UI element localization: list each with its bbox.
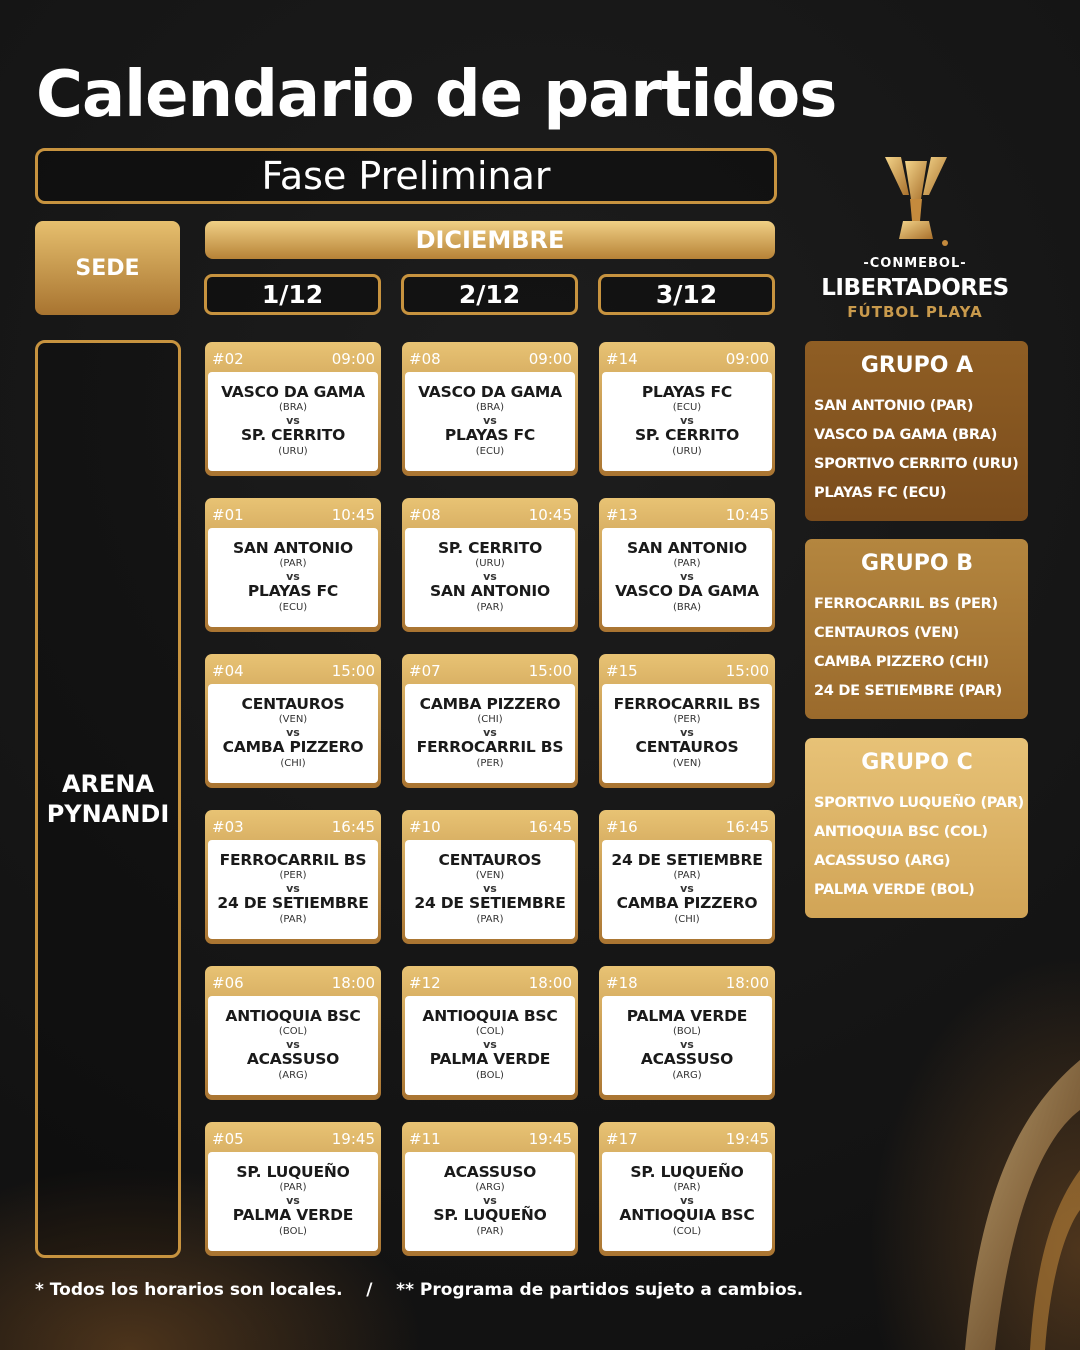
conmebol-text: -CONMEBOL- [863, 256, 967, 271]
match-body [602, 372, 772, 471]
away-team: ACASSUSO [246, 1050, 340, 1068]
match-time: 15:00 [725, 661, 769, 680]
away-team: 24 DE SETIEMBRE [217, 894, 369, 912]
match-header [405, 657, 575, 684]
match-body [208, 372, 378, 471]
away-team: CENTAUROS [635, 738, 739, 756]
match-time: 18:00 [725, 973, 769, 992]
home-country: (PER) [673, 714, 701, 725]
match-number: #15 [606, 661, 638, 680]
match-number: #02 [212, 349, 244, 368]
home-team: ANTIOQUIA BSC [422, 1006, 558, 1025]
away-team: PLAYAS FC [444, 426, 536, 444]
match-number: #12 [409, 973, 441, 992]
match-time: 18:00 [331, 973, 375, 992]
vs-label: vs [286, 1038, 300, 1051]
match-card [205, 966, 381, 1100]
match-time: 09:00 [331, 349, 375, 368]
home-team: ANTIOQUIA BSC [225, 1006, 361, 1025]
vs-label: vs [680, 570, 694, 583]
home-team: 24 DE SETIEMBRE [611, 850, 763, 869]
match-header [602, 345, 772, 372]
match-card [599, 342, 775, 476]
home-country: (VEN) [475, 870, 505, 881]
match-number: #08 [409, 505, 441, 524]
match-header [602, 1125, 772, 1152]
away-team: SP. CERRITO [240, 426, 346, 444]
match-time: 19:45 [528, 1129, 572, 1148]
vs-label: vs [483, 570, 497, 583]
match-time: 10:45 [528, 505, 572, 524]
match-time: 16:45 [528, 817, 572, 836]
away-country: (PAR) [279, 913, 307, 925]
match-card [402, 342, 578, 476]
away-country: (CHI) [674, 913, 700, 925]
home-country: (PAR) [673, 1182, 701, 1193]
away-team: SP. LUQUEÑO [433, 1206, 547, 1224]
vs-label: vs [680, 1038, 694, 1051]
match-time: 10:45 [331, 505, 375, 524]
match-number: #03 [212, 817, 244, 836]
away-team: PALMA VERDE [429, 1050, 551, 1068]
venue-line-2: PYNANDI [46, 800, 170, 828]
date-header-1: 1/12 [204, 274, 381, 315]
home-country: (PAR) [279, 1182, 307, 1193]
vs-label: vs [483, 1194, 497, 1207]
match-time: 19:45 [725, 1129, 769, 1148]
match-time: 09:00 [528, 349, 572, 368]
match-header [602, 657, 772, 684]
group-team: SPORTIVO LUQUEÑO (PAR) [814, 795, 1024, 811]
venue-box [35, 340, 181, 1258]
vs-label: vs [483, 1038, 497, 1051]
home-country: (URU) [475, 558, 505, 569]
match-header [602, 813, 772, 840]
away-team: CAMBA PIZZERO [616, 894, 758, 912]
vs-label: vs [286, 726, 300, 739]
match-body [405, 840, 575, 939]
match-header [208, 813, 378, 840]
group-team: SAN ANTONIO (PAR) [814, 398, 974, 414]
group-title: GRUPO B [860, 551, 974, 576]
away-country: (URU) [278, 445, 308, 457]
match-number: #13 [606, 505, 638, 524]
home-team: CENTAUROS [438, 850, 542, 869]
home-country: (COL) [475, 1026, 505, 1037]
home-team: PALMA VERDE [626, 1006, 748, 1025]
match-card [599, 654, 775, 788]
match-number: #14 [606, 349, 638, 368]
home-team: ACASSUSO [443, 1162, 537, 1181]
match-header [405, 501, 575, 528]
away-country: (COL) [672, 1225, 702, 1237]
match-card [402, 654, 578, 788]
match-card [599, 1122, 775, 1256]
home-country: (BRA) [475, 402, 505, 413]
home-country: (VEN) [278, 714, 308, 725]
group-team: PLAYAS FC (ECU) [814, 485, 947, 501]
group-team: SPORTIVO CERRITO (URU) [814, 456, 1019, 472]
group-b [805, 539, 1028, 719]
home-country: (PAR) [279, 558, 307, 569]
match-header [208, 501, 378, 528]
home-country: (ECU) [672, 402, 702, 413]
match-number: #16 [606, 817, 638, 836]
vs-label: vs [483, 414, 497, 427]
home-team: SAN ANTONIO [627, 538, 747, 557]
home-country: (BRA) [278, 402, 308, 413]
away-country: (BOL) [476, 1069, 504, 1081]
match-time: 16:45 [331, 817, 375, 836]
group-team: ACASSUSO (ARG) [814, 853, 951, 869]
group-a [805, 341, 1028, 521]
vs-label: vs [286, 882, 300, 895]
match-card [205, 654, 381, 788]
match-card [205, 1122, 381, 1256]
away-country: (PER) [476, 757, 504, 769]
group-team: CENTAUROS (VEN) [814, 625, 959, 641]
match-card [599, 810, 775, 944]
match-time: 10:45 [725, 505, 769, 524]
match-card [402, 810, 578, 944]
home-team: FERROCARRIL BS [613, 694, 761, 713]
match-number: #01 [212, 505, 244, 524]
home-team: PLAYAS FC [641, 382, 733, 401]
vs-label: vs [483, 882, 497, 895]
match-time: 19:45 [331, 1129, 375, 1148]
away-team: PALMA VERDE [232, 1206, 354, 1224]
away-country: (PAR) [476, 1225, 504, 1237]
match-number: #05 [212, 1129, 244, 1148]
match-number: #08 [409, 349, 441, 368]
match-number: #17 [606, 1129, 638, 1148]
match-card [402, 498, 578, 632]
vs-label: vs [483, 726, 497, 739]
match-number: #11 [409, 1129, 441, 1148]
match-card [205, 342, 381, 476]
home-team: CENTAUROS [241, 694, 345, 713]
group-c [805, 738, 1028, 918]
match-body [602, 840, 772, 939]
match-time: 15:00 [331, 661, 375, 680]
home-country: (PER) [279, 870, 307, 881]
match-card [205, 810, 381, 944]
match-body [405, 1152, 575, 1251]
vs-label: vs [680, 1194, 694, 1207]
match-body [405, 528, 575, 627]
home-team: SP. LUQUEÑO [236, 1162, 350, 1181]
match-time: 18:00 [528, 973, 572, 992]
match-header [602, 501, 772, 528]
tournament-logo [815, 155, 1015, 325]
home-team: CAMBA PIZZERO [419, 694, 561, 713]
page-title: Calendario de partidos [36, 58, 837, 132]
group-team: ANTIOQUIA BSC (COL) [814, 824, 988, 840]
vs-label: vs [286, 1194, 300, 1207]
match-body [602, 684, 772, 783]
futbol-playa-text: FÚTBOL PLAYA [847, 303, 983, 321]
away-country: (PAR) [476, 601, 504, 613]
vs-label: vs [286, 414, 300, 427]
away-country: (ECU) [278, 601, 308, 613]
match-time: 09:00 [725, 349, 769, 368]
home-country: (PAR) [673, 870, 701, 881]
away-team: FERROCARRIL BS [416, 738, 564, 756]
match-body [208, 528, 378, 627]
match-body [405, 372, 575, 471]
month-header: DICIEMBRE [205, 221, 775, 259]
match-body [208, 1152, 378, 1251]
home-country: (COL) [278, 1026, 308, 1037]
home-team: FERROCARRIL BS [219, 850, 367, 869]
home-country: (PAR) [673, 558, 701, 569]
home-team: VASCO DA GAMA [418, 382, 562, 401]
match-body [405, 996, 575, 1095]
away-country: (BOL) [279, 1225, 307, 1237]
match-body [208, 996, 378, 1095]
match-body [602, 528, 772, 627]
away-team: PLAYAS FC [247, 582, 339, 600]
home-country: (ARG) [475, 1182, 505, 1193]
away-team: SAN ANTONIO [430, 582, 550, 600]
match-number: #18 [606, 973, 638, 992]
match-number: #10 [409, 817, 441, 836]
away-team: VASCO DA GAMA [615, 582, 759, 600]
match-number: #06 [212, 973, 244, 992]
phase-banner: Fase Preliminar [35, 148, 777, 204]
trophy-icon [881, 155, 951, 247]
group-team: PALMA VERDE (BOL) [814, 882, 975, 898]
match-header [208, 1125, 378, 1152]
home-country: (CHI) [477, 714, 503, 725]
match-header [208, 345, 378, 372]
home-team: SP. LUQUEÑO [630, 1162, 744, 1181]
match-card [205, 498, 381, 632]
away-country: (CHI) [280, 757, 306, 769]
away-country: (URU) [672, 445, 702, 457]
match-body [208, 684, 378, 783]
match-number: #07 [409, 661, 441, 680]
match-header [405, 969, 575, 996]
match-body [405, 684, 575, 783]
away-team: CAMBA PIZZERO [222, 738, 364, 756]
group-team: VASCO DA GAMA (BRA) [814, 427, 998, 443]
away-team: ACASSUSO [640, 1050, 734, 1068]
away-country: (PAR) [476, 913, 504, 925]
match-card [402, 966, 578, 1100]
match-header [602, 969, 772, 996]
match-card [599, 966, 775, 1100]
away-country: (ECU) [475, 445, 505, 457]
libertadores-text: LIBERTADORES [821, 275, 1009, 301]
home-team: SAN ANTONIO [233, 538, 353, 557]
match-header [405, 1125, 575, 1152]
match-time: 16:45 [725, 817, 769, 836]
away-team: ANTIOQUIA BSC [619, 1206, 755, 1224]
match-body [602, 996, 772, 1095]
decorative-flare [870, 1050, 1080, 1350]
sede-header: SEDE [35, 221, 180, 315]
match-header [405, 813, 575, 840]
away-team: 24 DE SETIEMBRE [414, 894, 566, 912]
group-team: FERROCARRIL BS (PER) [814, 596, 998, 612]
match-header [208, 969, 378, 996]
home-team: SP. CERRITO [437, 538, 543, 557]
away-country: (BRA) [672, 601, 702, 613]
group-team: CAMBA PIZZERO (CHI) [814, 654, 989, 670]
away-country: (ARG) [672, 1069, 702, 1081]
match-body [208, 840, 378, 939]
match-body [602, 1152, 772, 1251]
date-header-3: 3/12 [598, 274, 775, 315]
match-header [405, 345, 575, 372]
away-country: (VEN) [672, 757, 702, 769]
venue-line-1: ARENA [61, 770, 155, 798]
group-team: 24 DE SETIEMBRE (PAR) [814, 683, 1002, 699]
group-title: GRUPO C [861, 750, 973, 775]
match-header [208, 657, 378, 684]
match-card [402, 1122, 578, 1256]
vs-label: vs [680, 726, 694, 739]
vs-label: vs [286, 570, 300, 583]
group-title: GRUPO A [860, 353, 974, 378]
away-country: (ARG) [278, 1069, 308, 1081]
date-header-2: 2/12 [401, 274, 578, 315]
home-team: VASCO DA GAMA [221, 382, 365, 401]
away-team: SP. CERRITO [634, 426, 740, 444]
footer-note: * Todos los horarios son locales. / ** Programa de partidos sujeto a cambios. [35, 1280, 804, 1300]
vs-label: vs [680, 882, 694, 895]
match-time: 15:00 [528, 661, 572, 680]
match-number: #04 [212, 661, 244, 680]
vs-label: vs [680, 414, 694, 427]
home-country: (BOL) [673, 1026, 701, 1037]
match-card [599, 498, 775, 632]
